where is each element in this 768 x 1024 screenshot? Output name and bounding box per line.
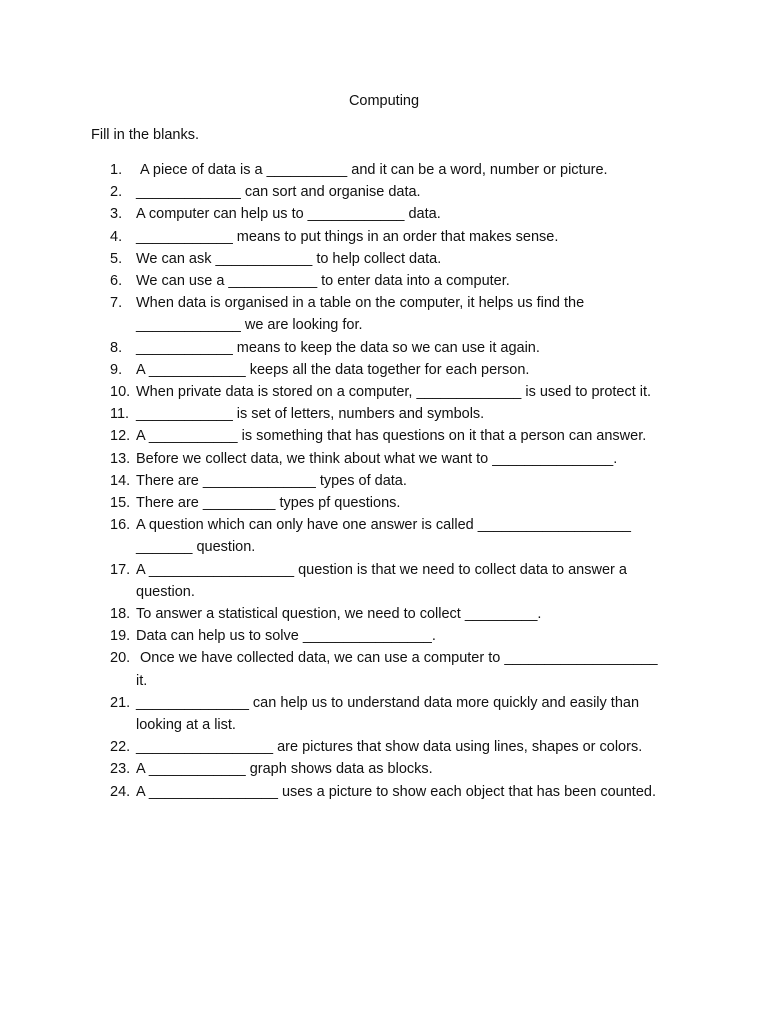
question-text: Once we have collected data, we can use a computer to ___________________ it. — [136, 650, 658, 689]
question-item — [110, 381, 690, 403]
question-number: 6. — [110, 273, 123, 290]
question-text: ____________ means to keep the data so we can use it again. — [136, 339, 540, 356]
question-text: A question which can only have one answer is called ___________________ _______ question. — [136, 517, 631, 556]
question-text: ____________ is set of letters, numbers and symbols. — [136, 406, 485, 423]
question-item — [110, 514, 690, 558]
question-item — [110, 181, 690, 203]
question-number: 8. — [110, 339, 123, 356]
question-item — [110, 470, 690, 492]
question-text: A ____________ keeps all the data together for each person. — [136, 361, 530, 378]
question-text: To answer a statistical question, we need to collect _________. — [136, 606, 542, 623]
question-number: 22. — [110, 739, 131, 756]
question-number: 3. — [110, 206, 123, 223]
question-text: A piece of data is a __________ and it can be a word, number or picture. — [136, 162, 608, 178]
question-text: Data can help us to solve ________________. — [136, 628, 436, 645]
question-number: 15. — [110, 495, 131, 512]
question-item — [110, 403, 690, 425]
question-item — [110, 559, 690, 603]
question-item — [110, 359, 690, 381]
question-item — [110, 292, 690, 336]
question-number: 17. — [110, 561, 131, 578]
question-text: Before we collect data, we think about what we want to _______________. — [136, 450, 618, 467]
question-item — [110, 736, 690, 758]
question-text: There are _________ types pf questions. — [136, 495, 401, 512]
question-item — [110, 647, 690, 691]
question-text: A ___________ is something that has questions on it that a person can answer. — [136, 428, 647, 445]
question-text: We can ask ____________ to help collect data. — [136, 250, 442, 267]
question-item — [110, 248, 690, 270]
question-text: A ________________ uses a picture to show each object that has been counted. — [136, 783, 656, 800]
question-text: When private data is stored on a computer, _____________ is used to protect it. — [136, 384, 652, 401]
question-text: _____________ can sort and organise data. — [136, 184, 421, 201]
question-item — [110, 425, 690, 447]
question-number: 12. — [110, 428, 131, 445]
question-text: A ____________ graph shows data as blocks. — [136, 761, 433, 778]
question-number: 7. — [110, 295, 123, 312]
question-number: 20. — [110, 650, 131, 667]
question-number: 10. — [110, 384, 131, 401]
question-item — [110, 603, 690, 625]
question-text: We can use a ___________ to enter data into a computer. — [136, 273, 510, 290]
instructions: Fill in the blanks. — [91, 127, 199, 143]
question-text: ______________ can help us to understand data more quickly and easily than looking at a list. — [136, 694, 640, 734]
question-number: 2. — [110, 184, 123, 201]
question-number: 13. — [110, 450, 131, 467]
question-number: 19. — [110, 628, 131, 645]
question-text: ____________ means to put things in an order that makes sense. — [136, 228, 559, 245]
question-number: 23. — [110, 761, 131, 778]
question-item — [110, 270, 690, 292]
question-item — [110, 226, 690, 248]
question-number: 4. — [110, 228, 123, 245]
question-item — [110, 781, 690, 803]
question-number: 5. — [110, 250, 123, 267]
question-item — [110, 692, 690, 736]
question-number: 16. — [110, 517, 131, 534]
question-number: 14. — [110, 472, 131, 489]
question-number: 18. — [110, 606, 131, 623]
question-item — [110, 159, 690, 181]
question-item — [110, 758, 690, 780]
question-item — [110, 203, 690, 225]
page-title: Computing — [348, 93, 420, 109]
question-list — [110, 159, 690, 803]
question-number: 11. — [110, 406, 130, 423]
question-item — [110, 337, 690, 359]
question-text: A __________________ question is that we need to collect data to answer a question. — [136, 561, 627, 600]
question-number: 1. — [110, 162, 123, 178]
question-number: 9. — [110, 361, 123, 378]
question-text: A computer can help us to ____________ data. — [136, 206, 441, 223]
question-item — [110, 448, 690, 470]
question-number: 21. — [110, 694, 131, 711]
question-text: When data is organised in a table on the computer, it helps us find the _____________ we are looking for. — [136, 295, 585, 334]
question-number: 24. — [110, 783, 131, 800]
question-text: _________________ are pictures that show data using lines, shapes or colors. — [136, 739, 643, 756]
question-item — [110, 625, 690, 647]
question-item — [110, 492, 690, 514]
question-text: There are ______________ types of data. — [136, 472, 407, 489]
